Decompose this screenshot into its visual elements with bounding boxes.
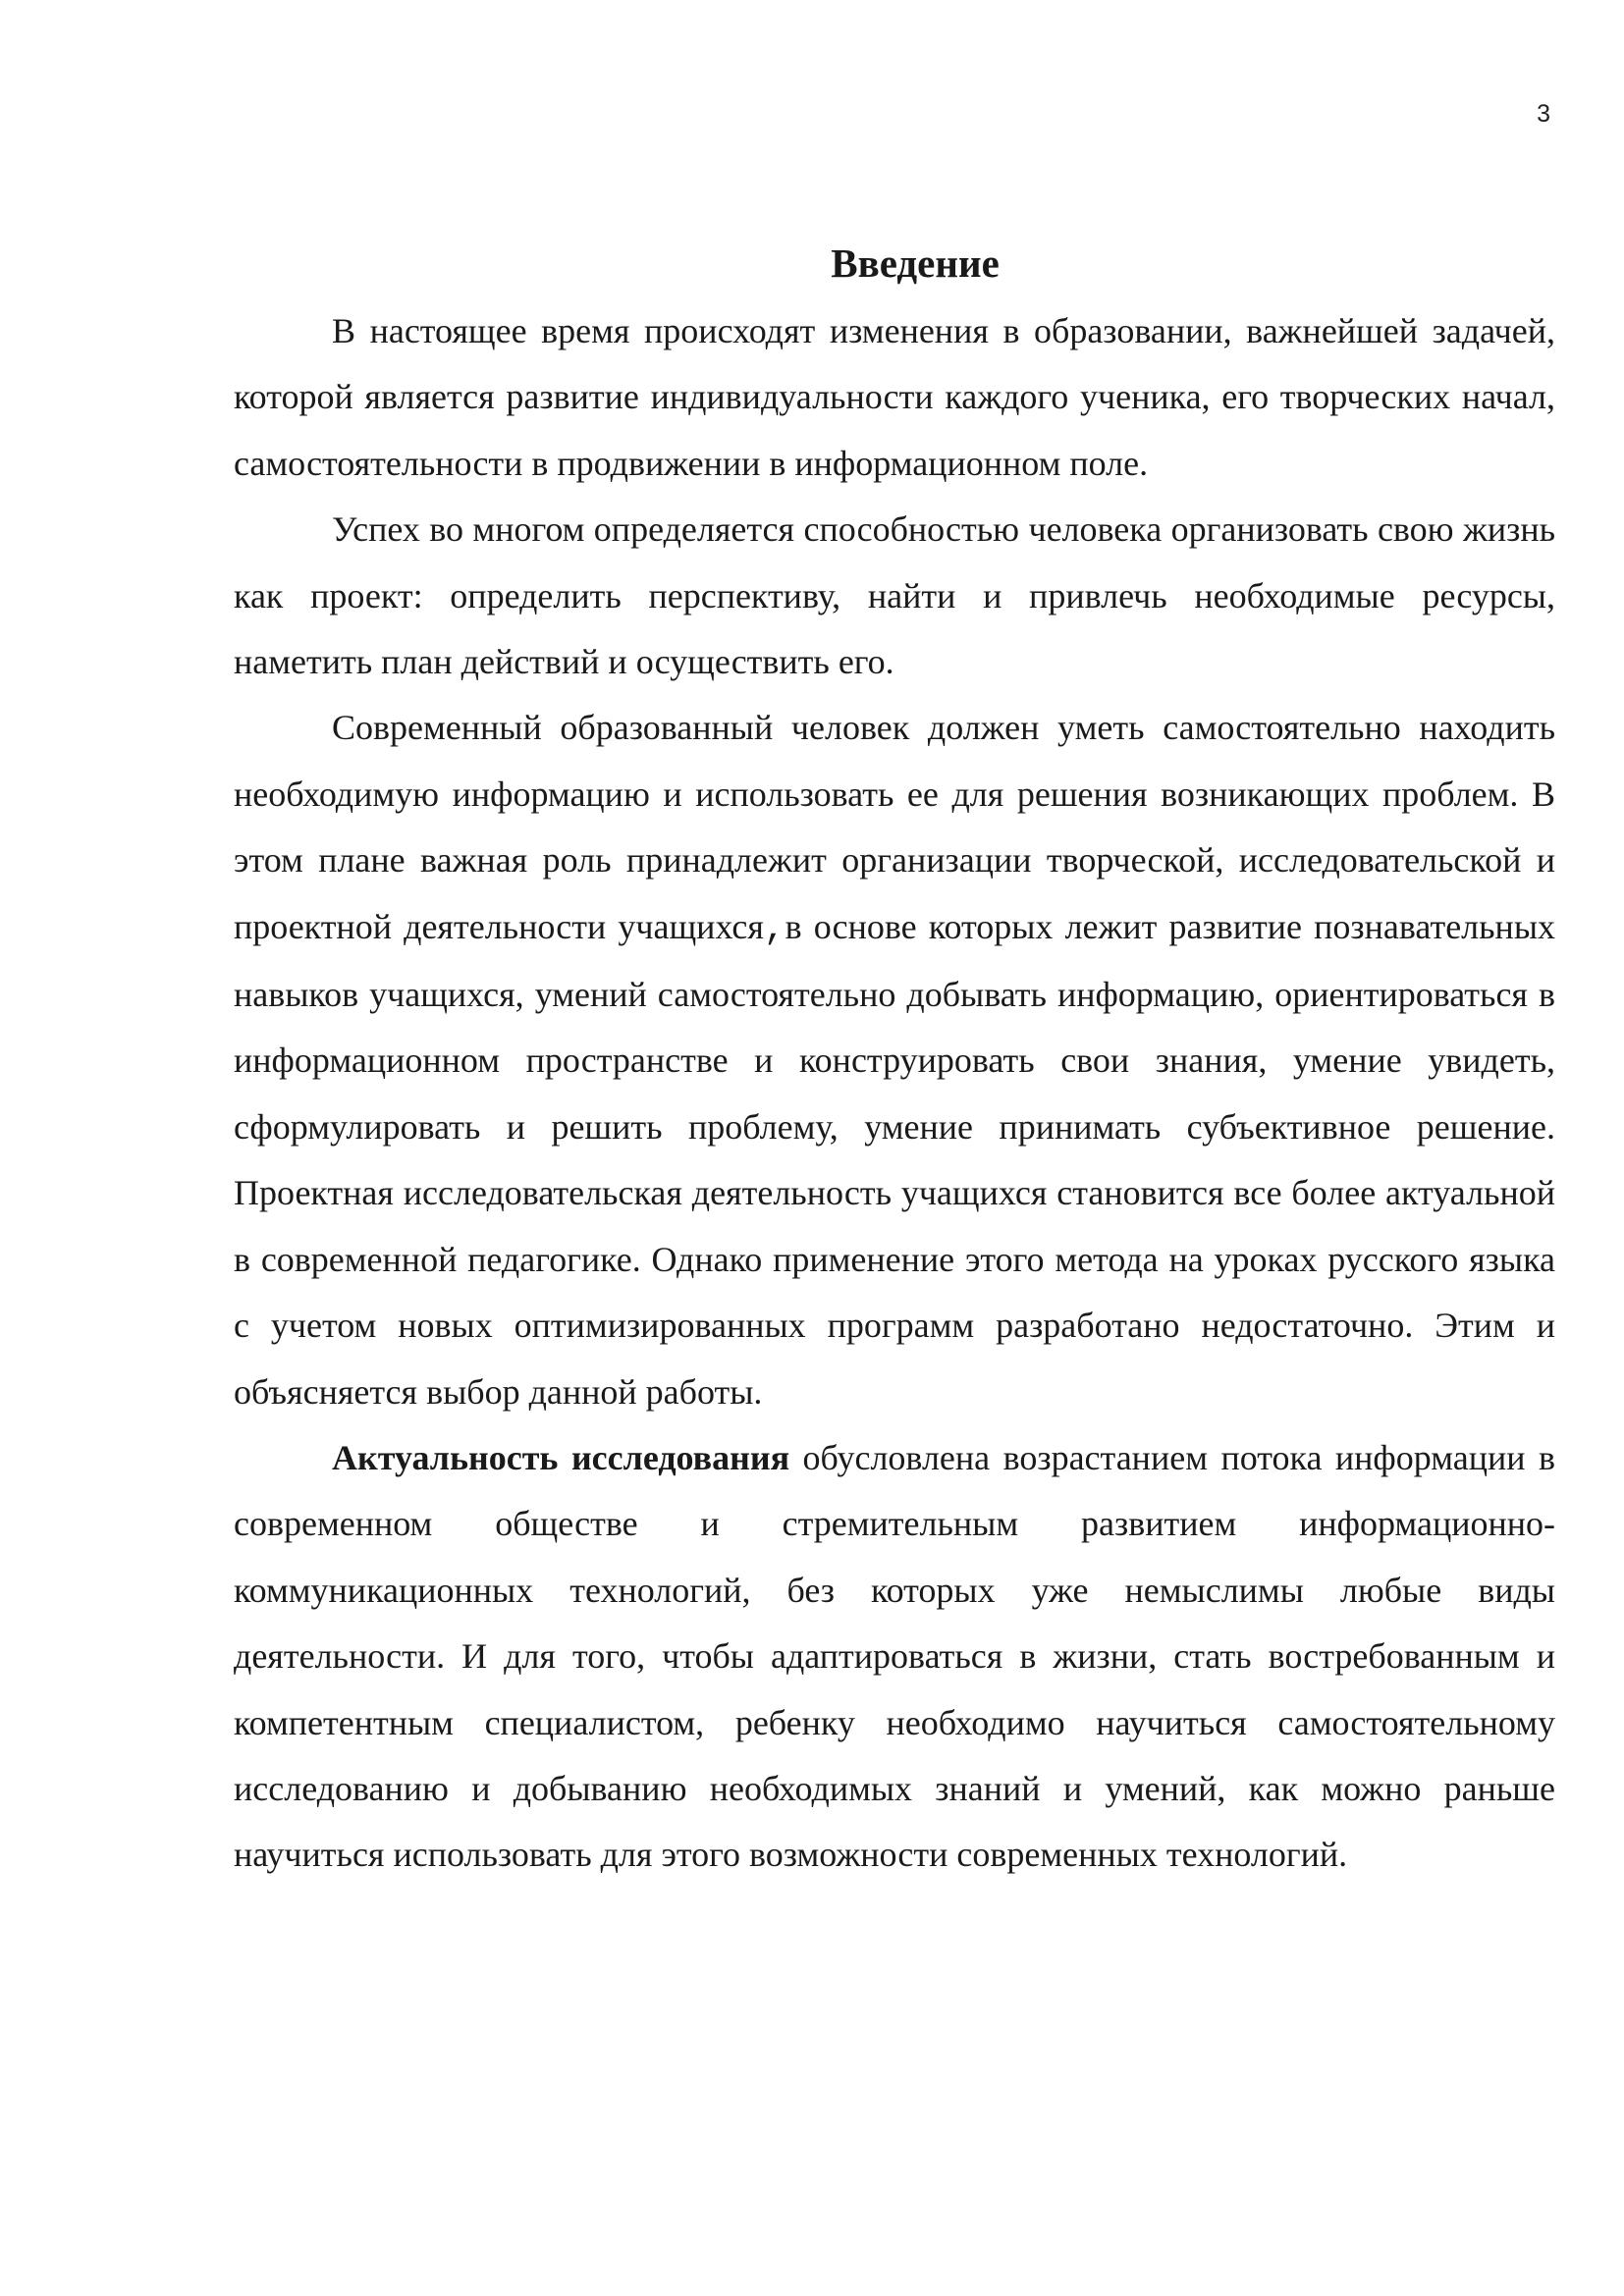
section-title: Введение [831, 240, 1000, 286]
paragraph-modern-person-part2: в основе которых лежит развитие познавательных навыков учащихся, умений самостоятельно добывать информацию, ориентироваться в информационном пространстве и конструировать свои знания, умение увидеть, сформулировать и решить проблему, умение принимать субъективное решение. Проектная исследовательская деятельность учащихся становится все более актуальной в современной педагогике. Однако применение этого метода на уроках русского языка с учетом новых оптимизированных программ разработано недостаточно. Этим и объясняется выбор данной работы. [234, 906, 1556, 1412]
paragraph-relevance [234, 1425, 1555, 1889]
relevance-text: обусловлена возрастанием потока информации в современном обществе и стремительным развитием информационно-коммуникационных технологий, без которых уже немыслимы любые виды деятельности. И для того, чтобы адаптироваться в жизни, стать востребованным и компетентным специалистом, ребенку необходимо научиться самостоятельному исследованию и добыванию необходимых знаний и умений, как можно раньше научиться использовать для этого возможности современных технологий. [234, 1437, 1555, 1875]
document-body [234, 234, 1555, 1889]
paragraph-intro: В настоящее время происходят изменения в образовании, важнейшей задачей, которой является развитие индивидуальности каждого ученика, его творческих начал, самостоятельности в продвижении в информационном поле. [234, 311, 1555, 483]
paragraph-modern-person [234, 695, 1555, 1424]
paragraph-success: Успех во многом определяется способностью человека организовать свою жизнь как проект: определить перспективу, найти и привлечь необходимые ресурсы, наметить план действий и осуществить его. [234, 509, 1555, 682]
relevance-heading: Актуальность исследования [332, 1437, 790, 1477]
paragraph-modern-person-part1: Современный образованный человек должен уметь самостоятельно находить необходимую информацию и использовать ее для решения возникающих проблем. В этом плане важная роль принадлежит организации творческой, исследовательской и проектной деятельности учащихся [234, 708, 1555, 946]
page-number: 3 [1537, 100, 1550, 128]
paragraph-modern-person-comma: , [763, 908, 785, 949]
